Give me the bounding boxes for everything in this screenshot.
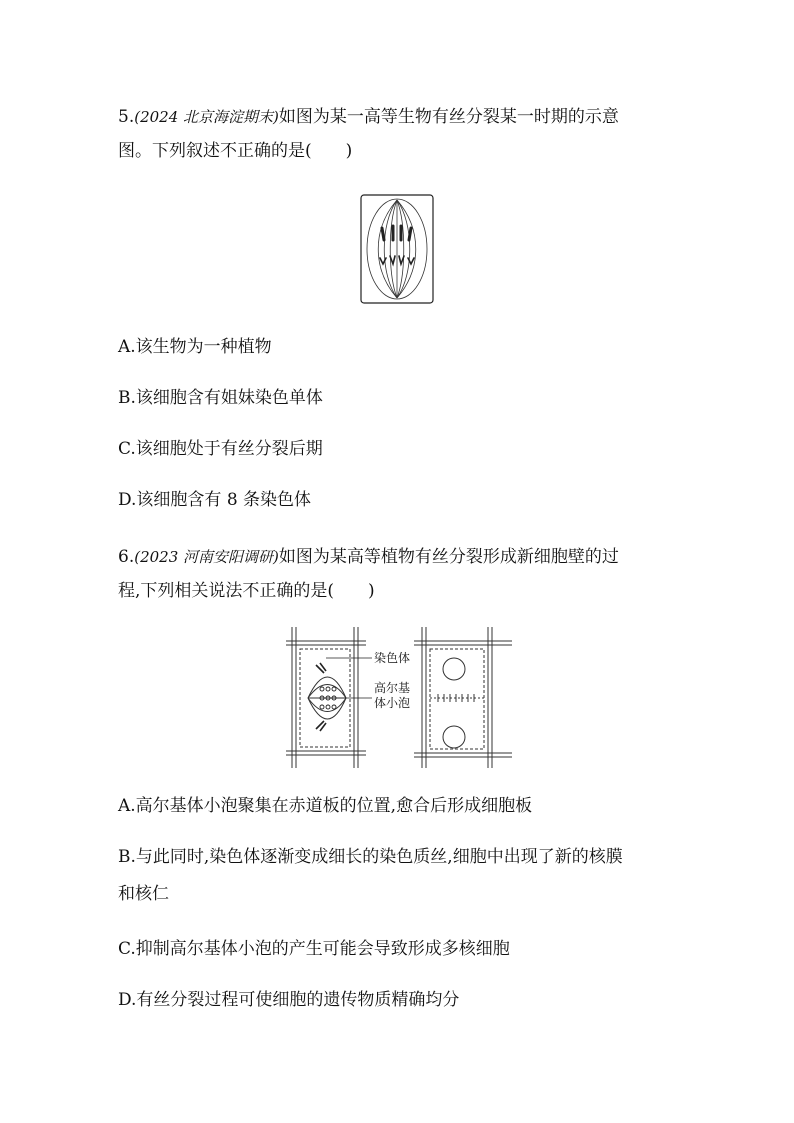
question-6-option-d: D.有丝分裂过程可使细胞的遗传物质精确均分 bbox=[118, 990, 460, 1010]
question-5-stem bbox=[118, 100, 678, 168]
question-6-stem-line2: 程,下列相关说法不正确的是( ) bbox=[118, 581, 375, 601]
question-6-option-b-continued: 和核仁 bbox=[118, 884, 169, 904]
question-5-option-b: B.该细胞含有姐妹染色单体 bbox=[118, 388, 323, 408]
question-5-number: 5. bbox=[118, 107, 135, 127]
question-6-line1 bbox=[118, 540, 678, 574]
question-6-option-b: B.与此同时,染色体逐渐变成细长的染色质丝,细胞中出现了新的核膜 bbox=[118, 847, 623, 867]
figure-6-label-golgi-1: 高尔基 bbox=[374, 681, 411, 695]
question-6-number: 6. bbox=[118, 547, 135, 567]
question-6-source: (2023 河南安阳调研) bbox=[134, 548, 279, 566]
question-6-option-c: C.抑制高尔基体小泡的产生可能会导致形成多核细胞 bbox=[118, 939, 510, 959]
question-5-stem-line2: 图。下列叙述不正确的是( ) bbox=[118, 141, 353, 161]
question-5-option-d: D.该细胞含有 8 条染色体 bbox=[118, 490, 312, 510]
question-5-line1 bbox=[118, 100, 678, 134]
question-6-stem-line1: 如图为某高等植物有丝分裂形成新细胞壁的过 bbox=[278, 547, 619, 567]
question-5-option-a: A.该生物为一种植物 bbox=[118, 337, 272, 357]
question-5-option-c: C.该细胞处于有丝分裂后期 bbox=[118, 439, 323, 459]
question-5-source: (2024 北京海淀期末) bbox=[134, 108, 279, 126]
figure-5-anaphase-cell bbox=[360, 194, 434, 304]
figure-6-cell-plate-formation bbox=[286, 625, 512, 770]
question-6-stem bbox=[118, 540, 678, 608]
question-5-stem-line1: 如图为某一高等生物有丝分裂某一时期的示意 bbox=[278, 107, 619, 127]
question-6-option-a: A.高尔基体小泡聚集在赤道板的位置,愈合后形成细胞板 bbox=[118, 796, 533, 816]
figure-6-label-chromosome: 染色体 bbox=[374, 651, 411, 665]
figure-6-label-golgi-2: 体小泡 bbox=[374, 696, 411, 710]
